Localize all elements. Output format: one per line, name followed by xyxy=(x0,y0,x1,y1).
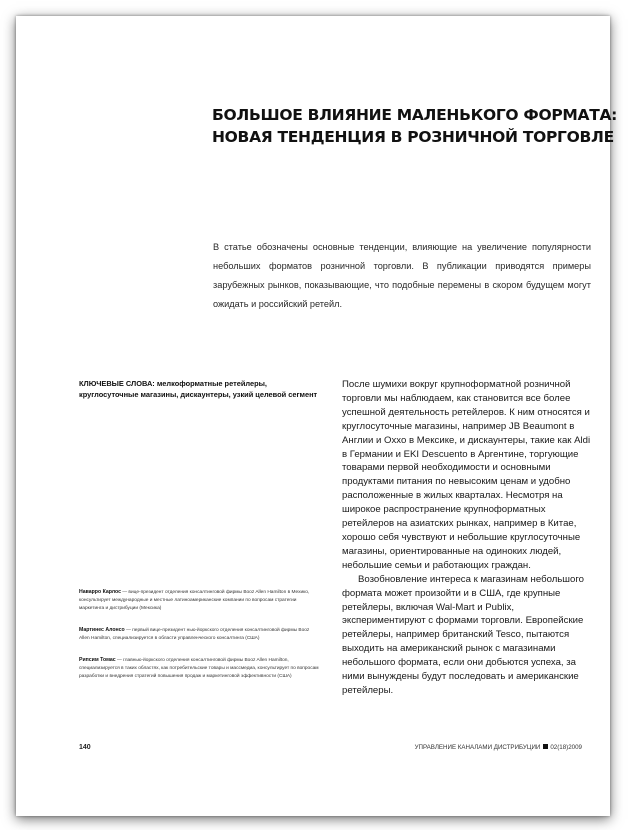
author-name: Рипсим Томас xyxy=(79,657,116,663)
authors-block xyxy=(79,588,319,694)
author-name: Мартинес Алонсо xyxy=(79,627,125,633)
issue-number: 02(18)2009 xyxy=(550,744,582,751)
article-title xyxy=(212,104,618,148)
journal-name: УПРАВЛЕНИЕ КАНАЛАМИ ДИСТРИБУЦИИ xyxy=(414,744,541,751)
journal-footer xyxy=(415,744,582,751)
author-entry xyxy=(79,588,319,613)
author-bio: — первый вице-президент нью-йоркского отделения консалтинговой фирмы Booz Allen Hamilton, специализируется в области управленческого консалтинга (США) xyxy=(79,628,310,641)
keywords-block xyxy=(79,379,319,400)
journal-page xyxy=(16,16,618,816)
title-line-1: БОЛЬШОЕ ВЛИЯНИЕ МАЛЕНЬКОГО ФОРМАТА: xyxy=(212,106,618,124)
body-paragraph: Возобновление интереса к магазинам небольшого формата может произойти и в США, где крупные ретейлеры, включая Wal-Mart и Publix, экспериментируют с формами торговли. Европейские ретейлеры, например британский Tesco, пытаются выходить на американский рынок с магазинами небольшого формата, если они добьются успеха, за ними вынуждены будут последовать и американские ретейлеры. xyxy=(342,573,584,696)
article-body xyxy=(342,378,592,698)
page-number: 140 xyxy=(79,744,91,751)
square-bullet-icon xyxy=(543,744,548,749)
author-name: Наварро Карлос xyxy=(79,589,121,595)
author-entry xyxy=(79,626,319,643)
keywords-list: мелкоформатные ретейлеры, круглосуточные магазины, дискаунтеры, узкий целевой сегмент xyxy=(79,379,318,399)
author-bio: — главнью-йоркского отделения консалтинговой фирмы Booz Allen Hamilton, специализируется в таких областях, как потребительские товары и массмедиа, консультирует по вопросам разработки и внедрения стратегий повышения продаж и маркетинговой эффективности (США) xyxy=(79,658,319,679)
article-lead: В статье обозначены основные тенденции, влияющие на увеличение популярности небольших форматов розничной торговли. В публикации приводятся примеры зарубежных рынков, показывающие, что подобные перемены в скором будущем могут ожидать и российский ретейл. xyxy=(213,242,591,309)
body-paragraph: После шумихи вокруг крупноформатной розничной торговли мы наблюдаем, как становится все более успешной деятельность ретейлеров. К ним относятся и круглосуточные магазины, например JB Beaumont в Англии и Oxxo в Мексике, и дискаунтеры, такие как Aldi в Германии и EKI Descuento в Аргентине, торгующие товарами первой необходимости и основными продуктами питания по невысоким ценам и удобно расположенные в жилых кварталах. Несмотря на широкое распространение крупноформатных ретейлеров на азиатских рынках, например в Китае, хорошо себя чувствуют и небольшие круглосуточные магазины, ориентированные на одиноких людей, небольшие семьи и работающих граждан. xyxy=(342,379,591,571)
author-entry xyxy=(79,656,319,681)
keywords-label: КЛЮЧЕВЫЕ СЛОВА: xyxy=(79,379,155,388)
author-bio: — вице-президент отделения консалтинговой фирмы Booz Allen Hamilton в Мехико, консультирует международные и местные латиноамериканские компании по вопросам стратегии маркетинга и дистрибуции (Мексика) xyxy=(79,590,310,611)
title-line-2: НОВАЯ ТЕНДЕНЦИЯ В РОЗНИЧНОЙ ТОРГОВЛЕ xyxy=(212,128,614,146)
